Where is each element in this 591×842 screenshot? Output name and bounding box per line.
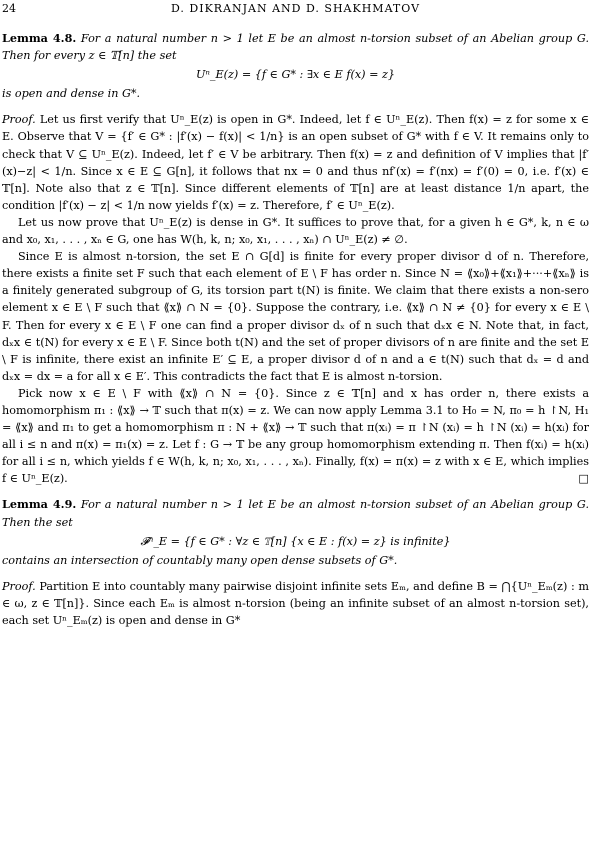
proof-label: Proof. bbox=[2, 579, 36, 593]
lemma-4-8-statement: For a natural number n > 1 let E be an almost n-torsion subset of an Abelian group G. Then for every z ∈ 𝕋[n] the set bbox=[2, 32, 590, 63]
lemma-4-8 bbox=[2, 30, 589, 64]
lemma-4-9-statement: For a natural number n > 1 let E be an almost n-torsion subset of an Abelian group G. Then the set bbox=[2, 498, 590, 529]
lemma-4-9 bbox=[2, 496, 589, 530]
proof-4-8-paragraph-1 bbox=[2, 111, 589, 214]
proof-4-8-text-1: Let us first verify that Uⁿ_E(z) is open in G*. Indeed, let f ∈ Uⁿ_E(z). Then f(x) = z for some x ∈ E. Observe that V = {f′ ∈ G* : |f′(x) − f(x)| < 1/n} is an open subset of G* with f ∈ V. It remains only to check that V ⊆ Uⁿ_E(z). Indeed, let f′ ∈ V be arbitrary. Then f(x) = z and definition of V implies that |f′(x)−z| < 1/n. Since x ∈ E ⊆ G[n], it follows that nx = 0 and thus nf′(x) = f′(nx) = f′(0) = 0, i.e. f′(x) ∈ 𝕋[n]. Note also that z ∈ 𝕋[n]. Since different elements of 𝕋[n] are at least distance 1/n apart, the condition |f′(x) − z| < 1/n now yields f′(x) = z. Therefore, f′ ∈ Uⁿ_E(z). bbox=[2, 113, 589, 212]
lemma-4-9-conclusion: contains an intersection of countably many open dense subsets of G*. bbox=[2, 553, 398, 567]
proof-4-8-paragraph-3: Since E is almost n-torsion, the set E ∩ G[d] is finite for every proper divisor d of n. Therefore, there exists a finite set F such that each element of E \ F has order n. Since N = ⟪x₀⟫+⟪x₁⟫+···+⟪xₙ⟫ is a finitely generated subgroup of G, its torsion part t(N) is finite. We claim that there exists a non-sero element x ∈ E \ F such that ⟪x⟫ ∩ N = {0}. Suppose the contrary, i.e. ⟪x⟫ ∩ N ≠ {0} for every x ∈ E \ F. Then for every x ∈ E \ F one can find a proper divisor dₓ of n such that dₓx ∈ N. Note that, in fact, dₓx ∈ t(N) for every x ∈ E \ F. Since both t(N) and the set of proper divisors of n are finite and the set E \ F is infinite, there exist an infinite E′ ⊆ E, a proper divisor d of n and a ∈ t(N) such that dₓ = d and dₓx = dx = a for all x ∈ E′. This contradicts the fact that E is almost n-torsion. bbox=[2, 250, 589, 383]
proof-label: Proof. bbox=[2, 113, 36, 127]
proof-4-8-text-4: Pick now x ∈ E \ F with ⟪x⟫ ∩ N = {0}. Since z ∈ 𝕋[n] and x has order n, there exists a homomorphism π₁ : ⟪x⟫ → 𝕋 such that π(x) = z. We can now apply Lemma 3.1 to H₀ = N, π₀ = h ↾N, H₁ = ⟪x⟫ and π₁ to get a homomorphism π : N + ⟪x⟫ → 𝕋 such that π(xᵢ) = π ↾N (xᵢ) = h ↾N (xᵢ) = h(xᵢ) for all i ≤ n and π(x) = π₁(x) = z. Let f : G → 𝕋 be any group homomorphism extending π. Then f(xᵢ) = h(xᵢ) for all i ≤ n, which yields f ∈ W(h, k, n; x₀, x₁, . . . , xₙ). Finally, f(x) = π(x) = z with x ∈ E, which implies f ∈ Uⁿ_E(z). bbox=[2, 386, 589, 486]
lemma-4-8-conclusion: is open and dense in G*. bbox=[2, 87, 141, 101]
lemma-4-9-label: Lemma 4.9. bbox=[2, 497, 77, 512]
proof-4-9-text-1: Partition E into countably many pairwise disjoint infinite sets Eₘ, and define B = ⋂{Uⁿ_Eₘ(z) : m ∈ ω, z ∈ 𝕋[n]}. Since each Eₘ is almost n-torsion (being an infinite subset of an almost n-torsion set), each set Uⁿ_Eₘ(z) is open and dense in G* bbox=[2, 579, 589, 627]
page-body bbox=[2, 30, 589, 629]
page-number: 24 bbox=[2, 2, 16, 15]
running-title: D. DIKRANJAN AND D. SHAKHMATOV bbox=[170, 2, 421, 15]
proof-4-9-paragraph-1 bbox=[2, 578, 589, 629]
proof-4-8-paragraph-4 bbox=[2, 385, 589, 488]
qed-symbol: □ bbox=[578, 472, 589, 486]
running-header bbox=[0, 0, 591, 20]
lemma-4-9-display-formula: 𝓕ⁿ_E = {f ∈ G* : ∀z ∈ 𝕋[n] {x ∈ E : f(x) = z} is infinite} bbox=[140, 534, 451, 548]
lemma-4-8-label: Lemma 4.8. bbox=[2, 31, 77, 45]
proof-4-8-paragraph-2: Let us now prove that Uⁿ_E(z) is dense in G*. It suffices to prove that, for a given h ∈ G*, k, n ∈ ω and x₀, x₁, . . . , xₙ ∈ G, one has W(h, k, n; x₀, x₁, . . . , xₙ) ∩ Uⁿ_E(z) ≠ ∅. bbox=[2, 215, 589, 247]
lemma-4-8-display-formula: Uⁿ_E(z) = {f ∈ G* : ∃x ∈ E f(x) = z} bbox=[195, 68, 396, 82]
